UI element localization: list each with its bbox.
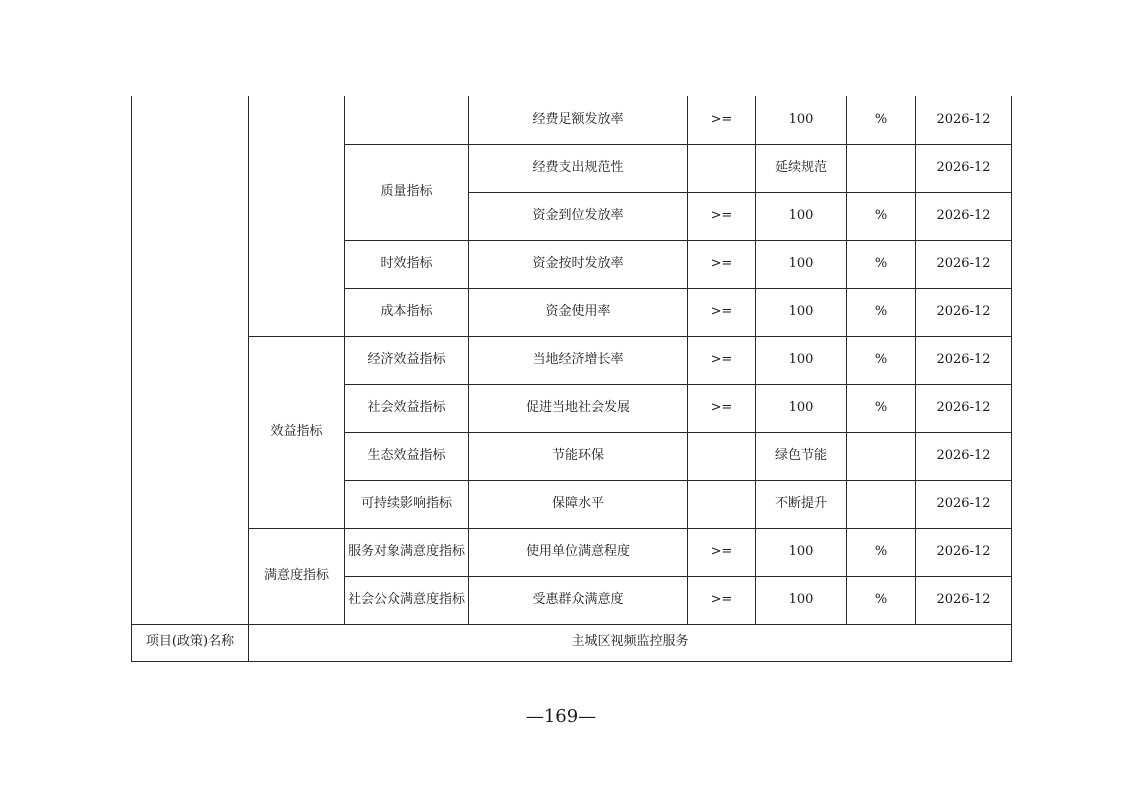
secondary-indicator-cell: 社会效益指标 (345, 384, 469, 432)
deadline-cell: 2026-12 (916, 288, 1012, 336)
table-row (132, 528, 1012, 576)
operator-cell: >= (688, 528, 756, 576)
operator-cell (688, 432, 756, 480)
target-value-cell: 100 (756, 96, 847, 144)
deadline-cell: 2026-12 (916, 576, 1012, 624)
primary-indicator-cell: 满意度指标 (249, 528, 345, 624)
operator-cell: >= (688, 288, 756, 336)
project-name-row (132, 624, 1012, 661)
tertiary-indicator-cell: 资金按时发放率 (469, 240, 688, 288)
tertiary-indicator-cell: 保障水平 (469, 480, 688, 528)
target-value-cell: 100 (756, 240, 847, 288)
tertiary-indicator-cell: 受惠群众满意度 (469, 576, 688, 624)
deadline-cell: 2026-12 (916, 336, 1012, 384)
deadline-cell: 2026-12 (916, 432, 1012, 480)
deadline-cell: 2026-12 (916, 480, 1012, 528)
target-value-cell: 100 (756, 288, 847, 336)
target-value-cell: 100 (756, 384, 847, 432)
operator-cell: >= (688, 336, 756, 384)
tertiary-indicator-cell: 经费足额发放率 (469, 96, 688, 144)
operator-cell (688, 480, 756, 528)
target-value-cell: 100 (756, 336, 847, 384)
table-row (132, 336, 1012, 384)
target-value-cell: 100 (756, 528, 847, 576)
secondary-indicator-cell: 成本指标 (345, 288, 469, 336)
unit-cell: % (847, 96, 916, 144)
tertiary-indicator-cell: 节能环保 (469, 432, 688, 480)
operator-cell: >= (688, 96, 756, 144)
secondary-indicator-cell: 生态效益指标 (345, 432, 469, 480)
target-value-cell: 不断提升 (756, 480, 847, 528)
operator-cell: >= (688, 240, 756, 288)
unit-cell: % (847, 576, 916, 624)
deadline-cell: 2026-12 (916, 528, 1012, 576)
target-value-cell: 延续规范 (756, 144, 847, 192)
operator-cell: >= (688, 384, 756, 432)
tertiary-indicator-cell: 当地经济增长率 (469, 336, 688, 384)
tertiary-indicator-cell: 资金使用率 (469, 288, 688, 336)
operator-cell (688, 144, 756, 192)
unit-cell (847, 144, 916, 192)
tertiary-indicator-cell: 资金到位发放率 (469, 192, 688, 240)
target-value-cell: 100 (756, 576, 847, 624)
tertiary-indicator-cell: 使用单位满意程度 (469, 528, 688, 576)
unit-cell: % (847, 336, 916, 384)
deadline-cell: 2026-12 (916, 96, 1012, 144)
target-value-cell: 绿色节能 (756, 432, 847, 480)
unit-cell: % (847, 288, 916, 336)
deadline-cell: 2026-12 (916, 144, 1012, 192)
tertiary-indicator-cell: 经费支出规范性 (469, 144, 688, 192)
unit-cell: % (847, 384, 916, 432)
secondary-indicator-cell: 经济效益指标 (345, 336, 469, 384)
blank-category-cell (132, 96, 249, 624)
deadline-cell: 2026-12 (916, 192, 1012, 240)
project-name-label: 项目(政策)名称 (132, 624, 249, 661)
unit-cell: % (847, 192, 916, 240)
unit-cell (847, 432, 916, 480)
operator-cell: >= (688, 192, 756, 240)
secondary-indicator-cell: 可持续影响指标 (345, 480, 469, 528)
deadline-cell: 2026-12 (916, 240, 1012, 288)
unit-cell (847, 480, 916, 528)
unit-cell: % (847, 240, 916, 288)
unit-cell: % (847, 528, 916, 576)
tertiary-indicator-cell: 促进当地社会发展 (469, 384, 688, 432)
table-row (132, 96, 1012, 144)
secondary-indicator-cell: 质量指标 (345, 144, 469, 240)
secondary-indicator-cell: 社会公众满意度指标 (345, 576, 469, 624)
primary-indicator-cell (249, 96, 345, 336)
deadline-cell: 2026-12 (916, 384, 1012, 432)
secondary-indicator-cell: 时效指标 (345, 240, 469, 288)
secondary-indicator-cell: 服务对象满意度指标 (345, 528, 469, 576)
primary-indicator-cell: 效益指标 (249, 336, 345, 528)
page-number: —169— (525, 706, 597, 727)
indicator-table (131, 96, 1012, 662)
secondary-indicator-cell (345, 96, 469, 144)
operator-cell: >= (688, 576, 756, 624)
target-value-cell: 100 (756, 192, 847, 240)
performance-indicator-table-sheet (131, 96, 1011, 663)
project-name-value: 主城区视频监控服务 (249, 624, 1012, 661)
